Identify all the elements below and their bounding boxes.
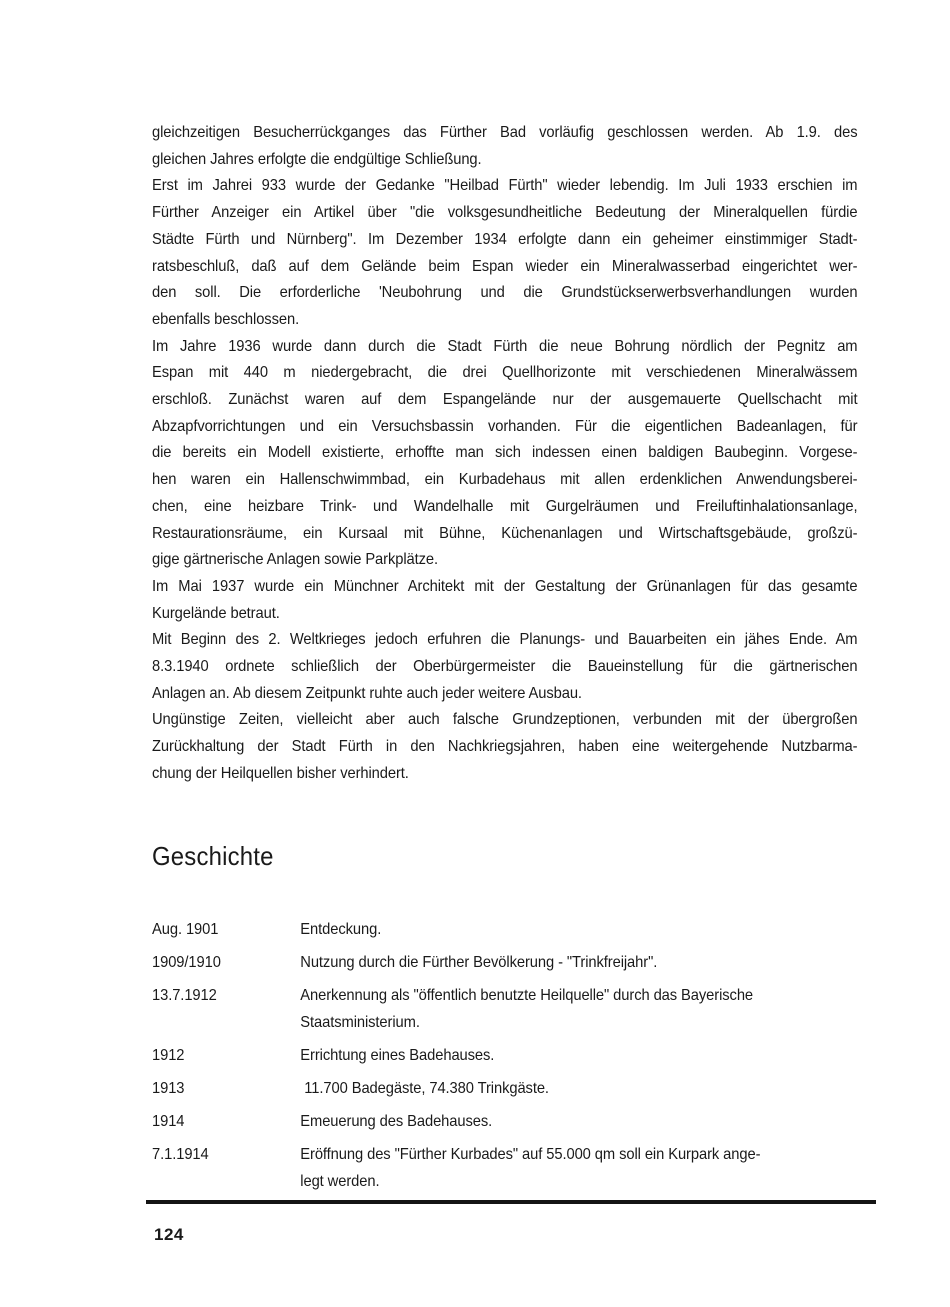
timeline-text	[300, 982, 857, 1036]
body-line: Mit Beginn des 2. Weltkrieges jedoch erfuhren die Planungs- und Bauarbeiten ein jähes Ende. Am	[152, 631, 858, 649]
timeline-text	[300, 1108, 857, 1135]
paragraph	[152, 627, 857, 707]
body-line: Erst im Jahrei 933 wurde der Gedanke "Heilbad Fürth" wieder lebendig. Im Juli 1933 erschien im	[152, 177, 858, 195]
body-line: Im Jahre 1936 wurde dann durch die Stadt Fürth die neue Bohrung nördlich der Pegnitz am	[152, 337, 858, 355]
timeline-text	[300, 1042, 857, 1069]
page-number: 124	[154, 1225, 184, 1244]
body-line: Anlagen an. Ab diesem Zeitpunkt ruhte auch jeder weitere Ausbau.	[152, 684, 582, 702]
timeline-text-line: Anerkennung als "öffentlich benutzte Heilquelle" durch das Bayerische	[300, 986, 754, 1004]
body-line: Im Mai 1937 wurde ein Münchner Architekt mit der Gestaltung der Grünanlagen für das gesamte	[152, 577, 858, 595]
timeline-row	[152, 916, 857, 943]
body-line: Restaurationsräume, ein Kursaal mit Bühne, Küchenanlagen und Wirtschaftsgebäude, großzü-	[152, 524, 858, 542]
timeline-text	[300, 1141, 857, 1195]
timeline-text	[300, 916, 857, 943]
timeline-date: 1912	[152, 1046, 185, 1064]
body-line: erschloß. Zunächst waren auf dem Espangelände nur der ausgemauerte Quellschacht mit	[152, 391, 858, 409]
paragraph	[152, 334, 857, 574]
body-line: gige gärtnerische Anlagen sowie Parkplätze.	[152, 551, 439, 569]
paragraph	[152, 120, 857, 173]
body-line: Abzapfvorrichtungen und ein Versuchsbassin vorhanden. Für die eigentlichen Badeanlagen, für	[152, 417, 858, 435]
timeline-date: 7.1.1914	[152, 1145, 209, 1163]
body-line: Städte Fürth und Nürnberg". Im Dezember 1934 erfolgte dann ein geheimer einstimmiger Stadt-	[152, 230, 858, 248]
paragraph	[152, 173, 857, 333]
timeline-text-line: 11.700 Badegäste, 74.380 Trinkgäste.	[300, 1079, 549, 1097]
timeline-row	[152, 1141, 857, 1195]
body-line: chen, eine heizbare Trink- und Wandelhalle mit Gurgelräumen und Freiluftinhalationsanlage,	[152, 497, 858, 515]
body-line: gleichzeitigen Besucherrückganges das Fürther Bad vorläufig geschlossen werden. Ab 1.9. des	[152, 124, 858, 141]
paragraph	[152, 707, 857, 787]
paragraph	[152, 574, 857, 627]
body-line: die bereits ein Modell existierte, erhoffte man sich indessen einen baldigen Baubeginn. Vorgese-	[152, 444, 858, 462]
footer-rule	[146, 1200, 876, 1204]
timeline-row	[152, 1108, 857, 1135]
section-heading: Geschichte	[152, 840, 274, 871]
timeline-text-line: Errichtung eines Badehauses.	[300, 1046, 495, 1064]
timeline-text-line: Eröffnung des "Fürther Kurbades" auf 55.000 qm soll ein Kurpark ange-	[300, 1145, 761, 1163]
body-line: Zurückhaltung der Stadt Fürth in den Nachkriegsjahren, haben eine weitergehende Nutzbarma-	[152, 738, 858, 756]
timeline-row	[152, 949, 857, 976]
timeline-text-line: Staatsministerium.	[300, 1013, 420, 1031]
timeline-text-line: legt werden.	[300, 1172, 380, 1190]
body-line: ratsbeschluß, daß auf dem Gelände beim Espan wieder ein Mineralwasserbad eingerichtet wer-	[152, 257, 858, 275]
body-line: Fürther Anzeiger ein Artikel über "die volksgesundheitliche Bedeutung der Mineralquellen fürdie	[152, 204, 858, 222]
page-content	[152, 120, 857, 1201]
body-line: Ungünstige Zeiten, vielleicht aber auch falsche Grundzeptionen, verbunden mit der übergroßen	[152, 711, 858, 729]
timeline-text	[300, 949, 857, 976]
body-line: den soll. Die erforderliche 'Neubohrung und die Grundstückserwerbsverhandlungen wurden	[152, 284, 858, 302]
body-line: 8.3.1940 ordnete schließlich der Oberbürgermeister die Baueinstellung für die gärtnerischen	[152, 658, 858, 676]
timeline-text-line: Entdeckung.	[300, 920, 382, 938]
body-line: Kurgelände betraut.	[152, 604, 280, 622]
body-line: chung der Heilquellen bisher verhindert.	[152, 764, 409, 782]
body-line: Espan mit 440 m niedergebracht, die drei Quellhorizonte mit verschiedenen Mineralwässem	[152, 364, 858, 382]
timeline-date: Aug. 1901	[152, 920, 219, 938]
timeline	[152, 916, 857, 1195]
timeline-text-line: Emeuerung des Badehauses.	[300, 1112, 493, 1130]
timeline-row	[152, 1042, 857, 1069]
body-line: hen waren ein Hallenschwimmbad, ein Kurbadehaus mit allen erdenklichen Anwendungsberei-	[152, 471, 858, 489]
timeline-date: 1909/1910	[152, 953, 221, 971]
body-line: ebenfalls beschlossen.	[152, 310, 300, 328]
timeline-row	[152, 1075, 857, 1102]
body-line: gleichen Jahres erfolgte die endgültige Schließung.	[152, 150, 482, 168]
timeline-date: 1913	[152, 1079, 185, 1097]
timeline-text	[300, 1075, 857, 1102]
timeline-date: 13.7.1912	[152, 986, 217, 1004]
timeline-text-line: Nutzung durch die Fürther Bevölkerung - "Trinkfreijahr".	[300, 953, 658, 971]
timeline-row	[152, 982, 857, 1036]
timeline-date: 1914	[152, 1112, 185, 1130]
body-text	[152, 120, 857, 788]
